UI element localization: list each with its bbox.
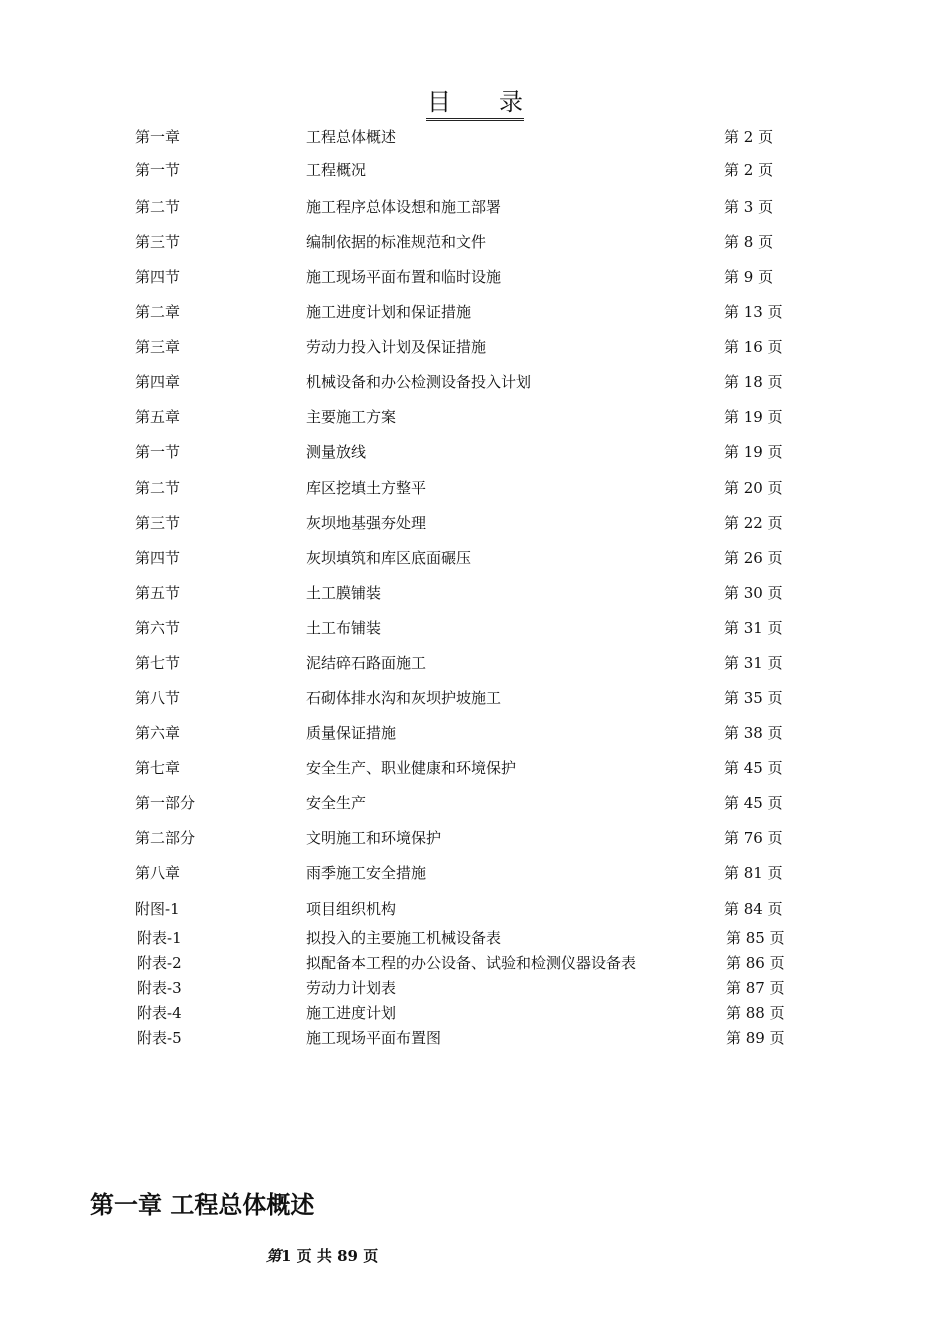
toc-appendix-entry[interactable] [0, 952, 950, 974]
toc-entry-label: 第八节 [135, 689, 181, 707]
toc-entry[interactable] [0, 266, 950, 288]
toc-entry[interactable] [0, 862, 950, 884]
toc-entry-page: 第 3 页 [724, 198, 774, 216]
toc-entry-title: 土工膜铺装 [306, 584, 382, 602]
toc-entry-label: 第一章 [135, 128, 181, 146]
toc-entry[interactable] [0, 406, 950, 428]
toc-entry[interactable] [0, 582, 950, 604]
toc-entry[interactable] [0, 512, 950, 534]
toc-entry-label: 第二章 [135, 303, 181, 321]
toc-entry[interactable] [0, 827, 950, 849]
toc-entry[interactable] [0, 301, 950, 323]
toc-entry-label: 附表-1 [137, 929, 182, 947]
toc-entry-page: 第 85 页 [726, 929, 785, 947]
toc-entry[interactable] [0, 687, 950, 709]
toc-entry-title: 文明施工和环境保护 [306, 829, 442, 847]
toc-entry-title: 劳动力投入计划及保证措施 [306, 338, 487, 356]
toc-entry-page: 第 89 页 [726, 1029, 785, 1047]
toc-entry-label: 附表-5 [137, 1029, 182, 1047]
toc-entry-page: 第 18 页 [724, 373, 783, 391]
toc-entry-page: 第 8 页 [724, 233, 774, 251]
toc-entry-label: 附表-2 [137, 954, 182, 972]
toc-entry-page: 第 19 页 [724, 408, 783, 426]
toc-entry-title: 测量放线 [306, 443, 367, 461]
toc-entry-title: 工程概况 [306, 161, 367, 179]
toc-entry[interactable] [0, 477, 950, 499]
footer-page-count: 1 页 共 89 页 [281, 1247, 379, 1265]
toc-entry-title: 工程总体概述 [306, 128, 397, 146]
toc-entry-title: 编制依据的标准规范和文件 [306, 233, 487, 251]
toc-entry-title: 雨季施工安全措施 [306, 864, 427, 882]
toc-entry-page: 第 88 页 [726, 1004, 785, 1022]
toc-entry-label: 第三章 [135, 338, 181, 356]
toc-entry-page: 第 22 页 [724, 514, 783, 532]
toc-entry-title: 安全生产 [306, 794, 367, 812]
toc-entry-label: 第五节 [135, 584, 181, 602]
toc-entry-title: 机械设备和办公检测设备投入计划 [306, 373, 532, 391]
toc-entry-label: 第七章 [135, 759, 181, 777]
toc-entry-page: 第 45 页 [724, 759, 783, 777]
toc-entry-page: 第 31 页 [724, 619, 783, 637]
toc-entry-page: 第 76 页 [724, 829, 783, 847]
toc-entry-title: 质量保证措施 [306, 724, 397, 742]
toc-entry-page: 第 38 页 [724, 724, 783, 742]
toc-entry-label: 第六节 [135, 619, 181, 637]
toc-entry-page: 第 84 页 [724, 900, 783, 918]
toc-entry[interactable] [0, 652, 950, 674]
toc-entry-page: 第 30 页 [724, 584, 783, 602]
toc-entry-page: 第 20 页 [724, 479, 783, 497]
toc-title: 目 录 [0, 86, 950, 121]
toc-entry-title: 拟投入的主要施工机械设备表 [306, 929, 502, 947]
toc-entry-label: 第一节 [135, 161, 181, 179]
toc-entry-page: 第 16 页 [724, 338, 783, 356]
toc-entry-title: 泥结碎石路面施工 [306, 654, 427, 672]
toc-entry-title: 主要施工方案 [306, 408, 397, 426]
toc-entry-title: 施工程序总体设想和施工部署 [306, 198, 502, 216]
toc-entry-page: 第 87 页 [726, 979, 785, 997]
toc-entry[interactable] [0, 547, 950, 569]
page-footer [266, 1245, 378, 1266]
toc-appendix-entry[interactable] [0, 1002, 950, 1024]
toc-entry[interactable] [0, 159, 950, 181]
toc-entry-page: 第 35 页 [724, 689, 783, 707]
toc-entry-title: 施工现场平面布置和临时设施 [306, 268, 502, 286]
toc-entry-label: 第二节 [135, 198, 181, 216]
toc-entry-title: 安全生产、职业健康和环境保护 [306, 759, 517, 777]
footer-prefix: 第 [266, 1247, 282, 1265]
toc-entry-page: 第 2 页 [724, 128, 774, 146]
chapter-heading: 第一章 工程总体概述 [90, 1191, 315, 1219]
toc-entry[interactable] [0, 722, 950, 744]
toc-entry-page: 第 86 页 [726, 954, 785, 972]
toc-entry-page: 第 26 页 [724, 549, 783, 567]
toc-entry-page: 第 31 页 [724, 654, 783, 672]
toc-entry[interactable] [0, 126, 950, 148]
toc-entry[interactable] [0, 231, 950, 253]
toc-entry-title: 灰坝地基强夯处理 [306, 514, 427, 532]
toc-appendix-entry[interactable] [0, 927, 950, 949]
toc-entry[interactable] [0, 441, 950, 463]
toc-appendix-entry[interactable] [0, 1027, 950, 1049]
toc-entry-label: 附表-4 [137, 1004, 182, 1022]
toc-entry[interactable] [0, 371, 950, 393]
toc-entry-title: 库区挖填土方整平 [306, 479, 427, 497]
toc-entry-title: 施工进度计划 [306, 1004, 397, 1022]
toc-entry-title: 土工布铺装 [306, 619, 382, 637]
toc-entry-title: 施工进度计划和保证措施 [306, 303, 472, 321]
toc-entry[interactable] [0, 196, 950, 218]
toc-entry-page: 第 9 页 [724, 268, 774, 286]
toc-entry-label: 第四节 [135, 549, 181, 567]
toc-entry-page: 第 2 页 [724, 161, 774, 179]
toc-entry[interactable] [0, 898, 950, 920]
toc-entry-page: 第 45 页 [724, 794, 783, 812]
toc-entry-label: 第二部分 [135, 829, 196, 847]
toc-entry-title: 劳动力计划表 [306, 979, 397, 997]
toc-entry-label: 第六章 [135, 724, 181, 742]
toc-entry-page: 第 81 页 [724, 864, 783, 882]
toc-entry-label: 第五章 [135, 408, 181, 426]
toc-entry-title: 石砌体排水沟和灰坝护坡施工 [306, 689, 502, 707]
toc-entry-label: 第二节 [135, 479, 181, 497]
toc-entry[interactable] [0, 792, 950, 814]
toc-entry-label: 第三节 [135, 514, 181, 532]
toc-entry-page: 第 19 页 [724, 443, 783, 461]
toc-entry-label: 附图-1 [135, 900, 180, 918]
toc-entry[interactable] [0, 336, 950, 358]
toc-entry-page: 第 13 页 [724, 303, 783, 321]
toc-entry-label: 第四章 [135, 373, 181, 391]
toc-entry-label: 第八章 [135, 864, 181, 882]
toc-entry-label: 第三节 [135, 233, 181, 251]
toc-entry-label: 第一部分 [135, 794, 196, 812]
toc-entry-label: 第四节 [135, 268, 181, 286]
toc-appendix-entry[interactable] [0, 977, 950, 999]
toc-entry[interactable] [0, 757, 950, 779]
toc-entry-label: 第一节 [135, 443, 181, 461]
toc-entry-label: 第七节 [135, 654, 181, 672]
toc-entry-label: 附表-3 [137, 979, 182, 997]
toc-entry-title: 拟配备本工程的办公设备、试验和检测仪器设备表 [306, 954, 637, 972]
toc-entry[interactable] [0, 617, 950, 639]
toc-entry-title: 灰坝填筑和库区底面碾压 [306, 549, 472, 567]
toc-entry-title: 项目组织机构 [306, 900, 397, 918]
toc-entry-title: 施工现场平面布置图 [306, 1029, 442, 1047]
